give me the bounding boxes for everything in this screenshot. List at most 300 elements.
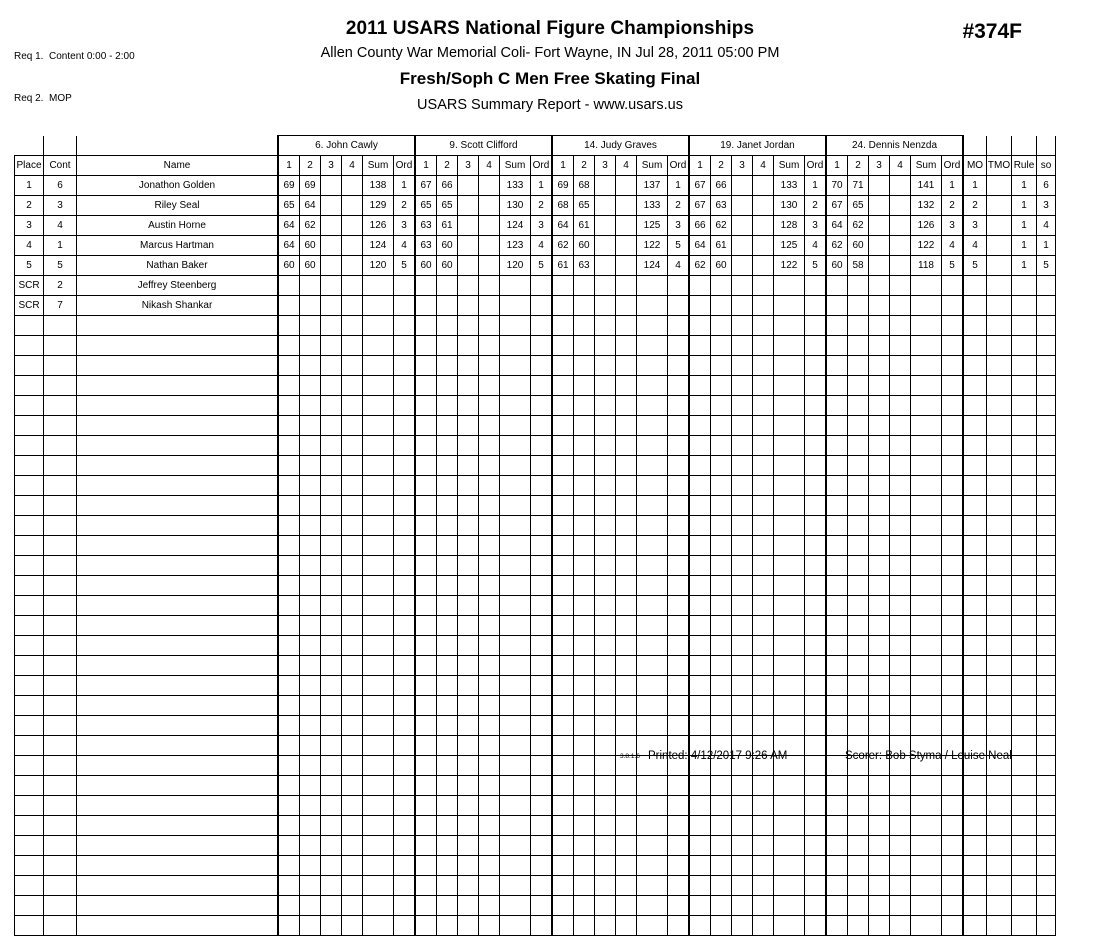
- cell-judge2-score1: [415, 276, 437, 296]
- cell-judge5-score3: [869, 816, 890, 836]
- cell-judge2-ord: [531, 676, 553, 696]
- cell-judge3-score1: 69: [552, 176, 574, 196]
- cell-judge2-sum: [500, 456, 531, 476]
- cell-judge1-score3: [321, 576, 342, 596]
- cell-judge1-score1: [278, 296, 300, 316]
- cell-judge3-ord: [668, 656, 690, 676]
- cell-judge2-sum: 130: [500, 196, 531, 216]
- cell-judge5-score4: [890, 196, 911, 216]
- cell-judge1-score1: [278, 556, 300, 576]
- cell-tmo: [987, 716, 1012, 736]
- cell-judge3-sum: [637, 896, 668, 916]
- cell-name: [77, 556, 279, 576]
- cell-judge1-score2: [300, 656, 321, 676]
- cell-judge4-ord: [805, 916, 827, 936]
- cell-judge1-sum: [363, 276, 394, 296]
- cell-judge2-score1: [415, 496, 437, 516]
- cell-judge2-score4: [479, 296, 500, 316]
- cell-judge2-score4: [479, 516, 500, 536]
- cell-tmo: [987, 396, 1012, 416]
- cell-judge5-score3: [869, 256, 890, 276]
- cell-judge1-score2: [300, 736, 321, 756]
- cell-judge4-score2: [711, 656, 732, 676]
- cell-judge4-score4: [753, 496, 774, 516]
- cell-judge1-score4: [342, 356, 363, 376]
- cell-judge2-score4: [479, 656, 500, 676]
- cell-judge5-score4: [890, 896, 911, 916]
- cell-judge5-ord: [942, 916, 964, 936]
- cell-rule: [1012, 636, 1037, 656]
- cell-judge5-sum: 118: [911, 256, 942, 276]
- cell-judge2-score3: [458, 396, 479, 416]
- cell-judge4-score2: [711, 516, 732, 536]
- cell-judge2-score4: [479, 736, 500, 756]
- cell-cont: 2: [44, 276, 77, 296]
- cell-judge3-ord: [668, 516, 690, 536]
- cell-judge5-score4: [890, 416, 911, 436]
- cell-cont: [44, 536, 77, 556]
- cell-judge2-ord: [531, 496, 553, 516]
- cell-judge4-score3: [732, 236, 753, 256]
- cell-judge5-score4: [890, 696, 911, 716]
- cell-judge3-score2: [574, 316, 595, 336]
- cell-judge4-sum: [774, 656, 805, 676]
- cell-judge2-score3: [458, 416, 479, 436]
- cell-judge3-score3: [595, 836, 616, 856]
- cell-judge5-sum: [911, 556, 942, 576]
- cell-judge1-score2: [300, 496, 321, 516]
- cell-judge3-score1: [552, 636, 574, 656]
- cell-judge5-ord: [942, 276, 964, 296]
- cell-judge1-ord: [394, 796, 416, 816]
- cell-judge4-score4: [753, 556, 774, 576]
- cell-so: [1037, 656, 1056, 676]
- cell-judge5-score3: [869, 236, 890, 256]
- cell-judge3-score4: [616, 676, 637, 696]
- cell-tmo: [987, 556, 1012, 576]
- cell-rule: [1012, 856, 1037, 876]
- cell-judge3-score3: [595, 736, 616, 756]
- cell-judge5-score4: [890, 376, 911, 396]
- cell-rule: [1012, 516, 1037, 536]
- cell-judge2-score3: [458, 556, 479, 576]
- cell-judge1-score1: [278, 696, 300, 716]
- cell-judge5-score1: [826, 396, 848, 416]
- cell-judge1-ord: [394, 436, 416, 456]
- cell-judge4-score4: [753, 896, 774, 916]
- cell-judge4-sum: [774, 916, 805, 936]
- cell-judge1-score4: [342, 236, 363, 256]
- cell-rule: [1012, 496, 1037, 516]
- cell-judge2-score4: [479, 576, 500, 596]
- cell-judge3-score4: [616, 176, 637, 196]
- cell-judge3-ord: 1: [668, 176, 690, 196]
- cell-judge5-score1: [826, 816, 848, 836]
- cell-judge2-ord: [531, 656, 553, 676]
- header-judge5-score4: 4: [890, 156, 911, 176]
- cell-name: [77, 696, 279, 716]
- cell-judge3-score4: [616, 716, 637, 736]
- table-row: [15, 276, 1056, 296]
- cell-judge3-ord: [668, 556, 690, 576]
- cell-judge5-score1: [826, 896, 848, 916]
- cell-judge4-score4: [753, 476, 774, 496]
- cell-judge3-score2: [574, 636, 595, 656]
- cell-judge1-score1: [278, 656, 300, 676]
- cell-judge3-score2: [574, 816, 595, 836]
- cell-tmo: [987, 676, 1012, 696]
- cell-name: [77, 716, 279, 736]
- cell-so: [1037, 396, 1056, 416]
- cell-judge4-sum: [774, 576, 805, 596]
- cell-judge2-score4: [479, 276, 500, 296]
- cell-so: [1037, 576, 1056, 596]
- cell-judge2-sum: [500, 656, 531, 676]
- cell-tmo: [987, 616, 1012, 636]
- cell-judge5-score1: [826, 476, 848, 496]
- cell-judge3-score3: [595, 196, 616, 216]
- cell-judge4-score3: [732, 856, 753, 876]
- cell-judge4-score2: [711, 376, 732, 396]
- cell-judge5-ord: [942, 376, 964, 396]
- cell-tmo: [987, 456, 1012, 476]
- cell-judge3-score4: [616, 216, 637, 236]
- cell-judge4-score1: 67: [689, 196, 711, 216]
- cell-judge4-score1: [689, 696, 711, 716]
- cell-rule: 1: [1012, 176, 1037, 196]
- cell-tmo: [987, 776, 1012, 796]
- cell-judge1-score1: [278, 496, 300, 516]
- cell-place: [15, 616, 44, 636]
- cell-cont: [44, 596, 77, 616]
- cell-judge1-score2: [300, 576, 321, 596]
- cell-judge4-ord: [805, 336, 827, 356]
- cell-place: 3: [15, 216, 44, 236]
- cell-judge3-score1: 62: [552, 236, 574, 256]
- cell-judge3-sum: [637, 476, 668, 496]
- cell-judge1-sum: 120: [363, 256, 394, 276]
- cell-judge4-score4: [753, 256, 774, 276]
- cell-judge5-score3: [869, 216, 890, 236]
- cell-judge1-score3: [321, 776, 342, 796]
- cell-judge5-score4: [890, 276, 911, 296]
- cell-judge2-score4: [479, 556, 500, 576]
- cell-judge3-sum: [637, 376, 668, 396]
- cell-judge4-score4: [753, 596, 774, 616]
- cell-so: [1037, 296, 1056, 316]
- cell-judge4-ord: 4: [805, 236, 827, 256]
- cell-judge5-score3: [869, 396, 890, 416]
- header-judge1-score3: 3: [321, 156, 342, 176]
- cell-judge4-ord: [805, 716, 827, 736]
- cell-mo: [963, 656, 987, 676]
- cell-judge4-ord: [805, 616, 827, 636]
- cell-name: [77, 336, 279, 356]
- cell-judge2-score2: [437, 496, 458, 516]
- cell-so: [1037, 636, 1056, 656]
- cell-judge4-sum: [774, 396, 805, 416]
- cell-judge5-sum: [911, 336, 942, 356]
- cell-judge1-score3: [321, 636, 342, 656]
- cell-judge4-ord: [805, 556, 827, 576]
- cell-judge3-score2: [574, 696, 595, 716]
- cell-cont: 1: [44, 236, 77, 256]
- cell-judge5-ord: [942, 836, 964, 856]
- cell-judge2-score3: [458, 656, 479, 676]
- cell-judge2-ord: [531, 776, 553, 796]
- cell-judge4-sum: [774, 636, 805, 656]
- cell-judge3-score1: [552, 896, 574, 916]
- cell-judge1-score1: [278, 716, 300, 736]
- cell-judge2-score3: [458, 496, 479, 516]
- cell-judge3-ord: [668, 836, 690, 856]
- cell-so: [1037, 536, 1056, 556]
- cell-judge3-score4: [616, 236, 637, 256]
- header-judge2-ord: Ord: [531, 156, 553, 176]
- cell-judge1-score4: [342, 796, 363, 816]
- cell-judge3-score3: [595, 916, 616, 936]
- cell-rule: [1012, 316, 1037, 336]
- cell-judge1-sum: [363, 856, 394, 876]
- cell-judge5-sum: [911, 656, 942, 676]
- cell-judge1-score2: [300, 856, 321, 876]
- corner-blank-mo: [963, 136, 987, 156]
- cell-judge5-score3: [869, 476, 890, 496]
- cell-judge4-score1: [689, 476, 711, 496]
- cell-judge1-sum: [363, 536, 394, 556]
- cell-judge1-score3: [321, 876, 342, 896]
- cell-judge4-score1: [689, 436, 711, 456]
- cell-judge4-ord: [805, 736, 827, 756]
- cell-judge2-ord: 3: [531, 216, 553, 236]
- header-judge4-score2: 2: [711, 156, 732, 176]
- cell-judge2-ord: [531, 296, 553, 316]
- cell-judge2-score4: [479, 496, 500, 516]
- cell-judge4-score2: [711, 436, 732, 456]
- cell-cont: [44, 336, 77, 356]
- table-row: [15, 176, 1056, 196]
- cell-judge3-score4: [616, 416, 637, 436]
- cell-judge2-sum: [500, 636, 531, 656]
- cell-cont: [44, 736, 77, 756]
- cell-cont: 7: [44, 296, 77, 316]
- cell-judge5-ord: [942, 676, 964, 696]
- cell-judge2-score3: [458, 456, 479, 476]
- cell-judge1-sum: 138: [363, 176, 394, 196]
- cell-judge5-sum: [911, 356, 942, 376]
- cell-judge3-ord: [668, 496, 690, 516]
- cell-judge4-score1: [689, 536, 711, 556]
- cell-judge2-score1: [415, 656, 437, 676]
- cell-judge4-score1: [689, 356, 711, 376]
- cell-judge2-score3: [458, 896, 479, 916]
- cell-mo: [963, 616, 987, 636]
- cell-judge3-score3: [595, 256, 616, 276]
- cell-judge2-score2: [437, 596, 458, 616]
- cell-judge3-score2: [574, 376, 595, 396]
- cell-judge3-score3: [595, 176, 616, 196]
- cell-judge2-score2: [437, 476, 458, 496]
- cell-judge2-score2: [437, 516, 458, 536]
- cell-judge3-score3: [595, 376, 616, 396]
- cell-cont: [44, 396, 77, 416]
- cell-mo: [963, 356, 987, 376]
- header-judge2-score4: 4: [479, 156, 500, 176]
- cell-judge4-score4: [753, 776, 774, 796]
- cell-judge3-score4: [616, 376, 637, 396]
- cell-judge5-sum: [911, 276, 942, 296]
- cell-judge1-ord: [394, 876, 416, 896]
- cell-judge3-score2: [574, 556, 595, 576]
- cell-judge4-score1: [689, 856, 711, 876]
- cell-judge4-sum: [774, 596, 805, 616]
- cell-judge3-score1: [552, 476, 574, 496]
- cell-judge3-score1: [552, 696, 574, 716]
- cell-judge4-score4: [753, 676, 774, 696]
- table-row-empty: [15, 376, 1056, 396]
- cell-rule: 1: [1012, 216, 1037, 236]
- cell-name: [77, 896, 279, 916]
- cell-judge4-ord: [805, 596, 827, 616]
- cell-cont: [44, 876, 77, 896]
- cell-so: [1037, 756, 1056, 776]
- header-judge3-ord: Ord: [668, 156, 690, 176]
- cell-judge1-ord: [394, 516, 416, 536]
- cell-judge2-sum: [500, 556, 531, 576]
- cell-judge2-score4: [479, 536, 500, 556]
- cell-judge5-score2: [848, 296, 869, 316]
- cell-judge2-score2: [437, 876, 458, 896]
- cell-judge2-score4: [479, 416, 500, 436]
- cell-judge3-score4: [616, 296, 637, 316]
- cell-tmo: [987, 276, 1012, 296]
- cell-judge1-score1: [278, 356, 300, 376]
- cell-judge3-score3: [595, 456, 616, 476]
- cell-judge4-score2: [711, 876, 732, 896]
- cell-judge5-score1: [826, 356, 848, 376]
- cell-judge3-ord: [668, 536, 690, 556]
- scoring-table: [14, 135, 1056, 936]
- cell-judge3-score3: [595, 896, 616, 916]
- cell-judge5-score1: 64: [826, 216, 848, 236]
- cell-judge4-score3: [732, 256, 753, 276]
- cell-judge4-ord: [805, 356, 827, 376]
- cell-judge3-score1: [552, 436, 574, 456]
- cell-judge3-score1: [552, 396, 574, 416]
- cell-so: [1037, 796, 1056, 816]
- cell-judge1-score2: [300, 616, 321, 636]
- cell-judge3-sum: [637, 276, 668, 296]
- cell-judge1-score4: [342, 536, 363, 556]
- cell-judge1-score2: [300, 876, 321, 896]
- cell-judge2-score4: [479, 396, 500, 416]
- cell-judge3-score4: [616, 536, 637, 556]
- header-judge4-sum: Sum: [774, 156, 805, 176]
- cell-judge1-score4: [342, 596, 363, 616]
- cell-judge2-ord: [531, 596, 553, 616]
- table-row-empty: [15, 896, 1056, 916]
- cell-judge2-score4: [479, 456, 500, 476]
- cell-judge3-score4: [616, 276, 637, 296]
- cell-judge5-score4: [890, 716, 911, 736]
- cell-judge4-score1: [689, 836, 711, 856]
- cell-tmo: [987, 876, 1012, 896]
- cell-judge5-score3: [869, 716, 890, 736]
- cell-judge3-sum: [637, 396, 668, 416]
- cell-judge1-ord: [394, 696, 416, 716]
- cell-judge5-score4: [890, 256, 911, 276]
- cell-judge5-ord: [942, 856, 964, 876]
- cell-judge3-sum: [637, 536, 668, 556]
- cell-name: [77, 576, 279, 596]
- cell-judge2-sum: [500, 796, 531, 816]
- cell-judge2-ord: [531, 576, 553, 596]
- cell-judge1-ord: [394, 416, 416, 436]
- cell-judge4-score2: [711, 336, 732, 356]
- cell-judge5-sum: [911, 296, 942, 316]
- cell-judge1-score1: [278, 576, 300, 596]
- cell-judge1-sum: [363, 696, 394, 716]
- cell-judge1-score3: [321, 176, 342, 196]
- cell-judge2-sum: [500, 436, 531, 456]
- cell-judge4-ord: [805, 376, 827, 396]
- cell-judge4-score4: [753, 836, 774, 856]
- cell-so: [1037, 376, 1056, 396]
- table-row-empty: [15, 796, 1056, 816]
- cell-judge5-score4: [890, 776, 911, 796]
- cell-name: Riley Seal: [77, 196, 279, 216]
- cell-judge5-score4: [890, 596, 911, 616]
- cell-so: [1037, 556, 1056, 576]
- cell-judge3-score2: 61: [574, 216, 595, 236]
- cell-judge3-ord: [668, 816, 690, 836]
- cell-judge5-score2: [848, 656, 869, 676]
- cell-judge2-sum: [500, 596, 531, 616]
- cell-judge4-ord: [805, 816, 827, 836]
- cell-judge2-ord: [531, 916, 553, 936]
- cell-judge5-score2: [848, 676, 869, 696]
- table-row-empty: [15, 596, 1056, 616]
- cell-judge5-score1: [826, 576, 848, 596]
- table-row: [15, 296, 1056, 316]
- cell-judge4-score1: [689, 556, 711, 576]
- cell-judge1-score3: [321, 536, 342, 556]
- cell-rule: [1012, 456, 1037, 476]
- cell-judge4-ord: [805, 896, 827, 916]
- cell-judge3-score3: [595, 876, 616, 896]
- cell-judge1-score2: [300, 516, 321, 536]
- cell-cont: [44, 776, 77, 796]
- cell-name: [77, 776, 279, 796]
- cell-rule: [1012, 356, 1037, 376]
- cell-judge4-score1: [689, 396, 711, 416]
- cell-cont: [44, 856, 77, 876]
- header-cont: Cont: [44, 156, 77, 176]
- cell-judge3-ord: [668, 376, 690, 396]
- cell-judge2-score2: [437, 356, 458, 376]
- cell-judge5-score2: [848, 856, 869, 876]
- cell-judge5-score2: [848, 916, 869, 936]
- cell-judge5-sum: [911, 796, 942, 816]
- cell-judge5-score4: [890, 496, 911, 516]
- cell-judge4-score3: [732, 896, 753, 916]
- cell-judge1-score4: [342, 416, 363, 436]
- cell-name: [77, 516, 279, 536]
- cell-judge4-score4: [753, 396, 774, 416]
- cell-judge5-ord: [942, 476, 964, 496]
- cell-cont: [44, 476, 77, 496]
- table-row-empty: [15, 476, 1056, 496]
